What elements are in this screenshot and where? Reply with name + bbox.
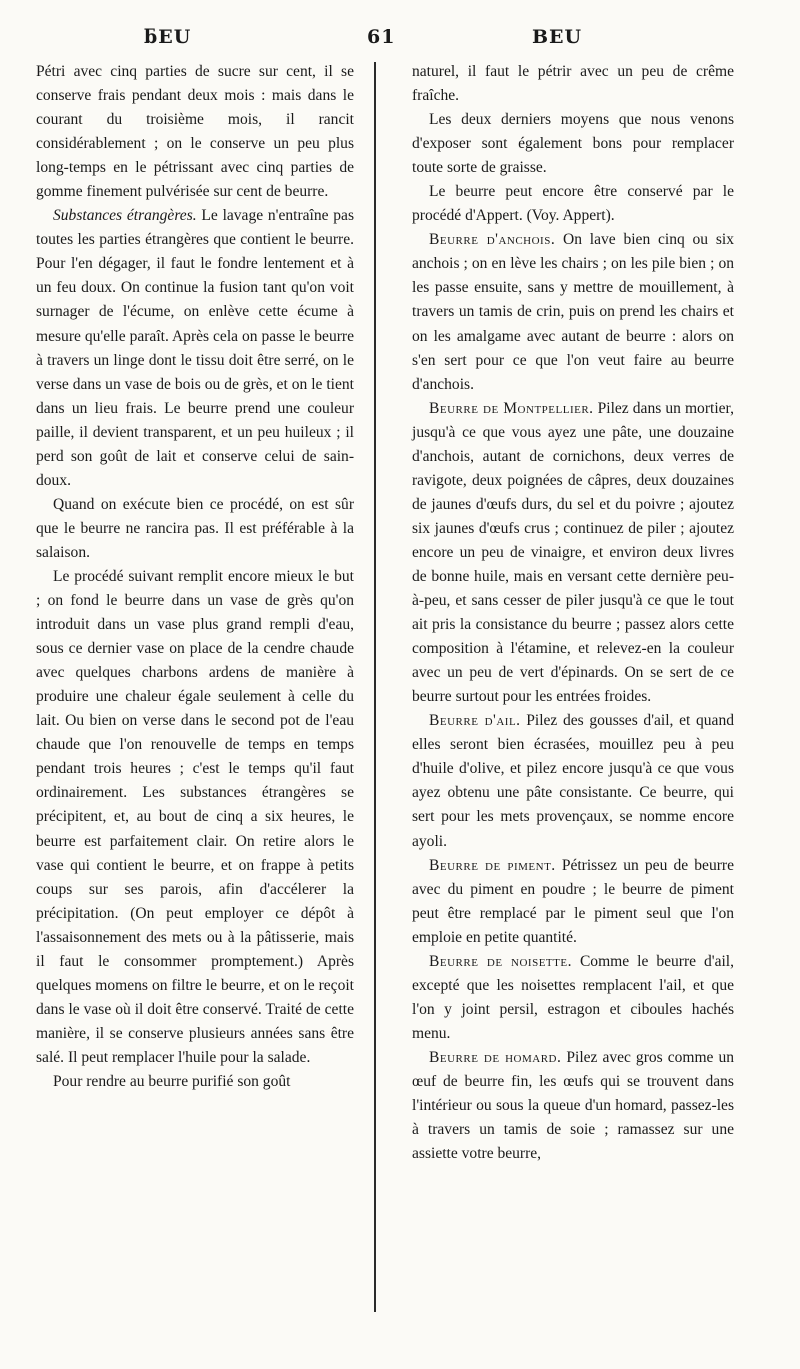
paragraph (412, 709, 734, 853)
paragraph (412, 228, 734, 396)
paragraph-text: Le lavage n'entraîne pas toutes les parties étrangères que contient le beurre. Pour l'en dégager, il faut le fondre lentement et à un feu doux. On continue la fusion tant qu'on voit surnager de l'écume, on enlève cette écume à mesure qu'elle paraît. Après cela on passe le beurre à travers un linge dont le tissu doit être serré, on le verse dans un vase de bois ou de grès, et on le tient dans un lieu frais. Le beurre prend une couleur paille, il devient transparent, et un peu huileux ; il perd son goût de lait et conserve celui de sain-doux. (36, 207, 355, 489)
paragraph-text: Pour rendre au beurre purifié son goût (53, 1072, 291, 1090)
paragraph (412, 854, 734, 950)
paragraph (36, 60, 354, 204)
paragraph-text: Comme le beurre d'ail, excepté que les noisettes remplacent l'ail, et que l'on y joint persil, estragon et ciboules hachés menu. (412, 952, 735, 1042)
header-left-word: ƃEU (144, 26, 192, 48)
paragraph (412, 60, 734, 108)
paragraph-text: Pilez des gousses d'ail, et quand elles seront bien écrasées, mouillez peu à peu d'huile d'olive, et pilez encore jusqu'à ce que vous ayez obtenu une pâte consistante. Ce beurre, qui sert pour les mets provençaux, se nomme encore ayoli. (412, 712, 734, 850)
paragraph-text: Pilez dans un mortier, jusqu'à ce que vous ayez une pâte, une douzaine d'anchois, autant de cornichons, deux verres de ravigote, deux poignées de câpres, deux douzaines de jaunes d'œufs durs, du sel et du poivre ; ajoutez six jaunes d'œufs crus ; continuez de piler ; ajoutez encore un peu de vinaigre, et environ deux livres de bonne huile, mais en versant cette dernière peu-à-peu, et sans cesser de piler jusqu'à ce que le tout ait pris la consistance du beurre ; passez alors cette composition à l'étamine, et relevez-en la couleur avec un peu de vert d'épinards. On se sert de ce beurre surtout pour les entrées froides. (412, 399, 734, 706)
paragraph-text: Quand on exécute bien ce procédé, on est sûr que le beurre ne rancira pas. Il est préférable à la salaison. (36, 495, 354, 561)
paragraph (412, 108, 734, 180)
entry-heading: Beurre de noisette. (429, 952, 572, 970)
entry-heading: Beurre de Montpellier. (429, 399, 594, 417)
paragraph-text: Les deux derniers moyens que nous venons d'exposer sont également bons pour remplacer toute sorte de graisse. (412, 111, 734, 177)
paragraph-text: Pétrissez un peu de beurre avec du piment en poudre ; le beurre de piment peut être remplacé par le piment seul que l'on emploie en petite quantité. (412, 856, 734, 946)
paragraph (412, 397, 734, 710)
paragraph (412, 950, 734, 1046)
entry-heading: Beurre d'ail. (429, 712, 521, 730)
entry-heading: Beurre de homard. (429, 1048, 562, 1066)
paragraph-text: Pilez avec gros comme un œuf de beurre fin, les œufs qui se trouvent dans l'intérieur ou sous la queue d'un homard, passez-les à travers un tamis de soie ; ramassez sur une assiette votre beurre, (412, 1048, 734, 1163)
paragraph-text: Le beurre peut encore être conservé par le procédé d'Appert. (Voy. Appert). (412, 183, 734, 225)
page-number: 61 (367, 26, 396, 48)
paragraph-text: Le procédé suivant remplit encore mieux le but ; on fond le beurre dans un vase de grès qu'on introduit dans un vase plus grand rempli d'eau, sous ce dernier vase on place de la cendre chaude avec quelques charbons ardens de manière à produire une chaleur égale seulement à celle du lait. Ou bien on verse dans le second pot de l'eau chaude que l'on renouvelle de temps en temps pendant trois heures ; c'est le temps qu'il faut ordinairement. Les substances étrangères se précipitent, et, au bout de cinq a six heures, le beurre est parfaitement clair. On retire alors le vase qui contient le beurre, et on frappe à petits coups sur ses parois, afin d'accélerer la précipitation. (On peut employer ce dépôt à l'assaisonnement des mets ou à la pâtisserie, mais il faut le consommer promptement.) Après quelques momens on filtre le beurre, et on le reçoit dans le vase où il doit être conservé. Traité de cette manière, il se conserve plusieurs années sans être salé. Il peut remplacer l'huile pour la salade. (36, 567, 354, 1066)
paragraph-text: naturel, il faut le pétrir avec un peu de crême fraîche. (412, 63, 734, 105)
paragraph-text: Pétri avec cinq parties de sucre sur cent, il se conserve frais pendant deux mois : mais dans le courant du troisième mois, il rancit considérablement ; on le conserve un peu plus long-temps en le pétrissant avec cinq parties de gomme finement pulvérisée sur cent de beurre. (36, 63, 354, 201)
header-right-word: BEU (532, 26, 583, 48)
paragraph (36, 565, 354, 1070)
running-header (36, 26, 776, 56)
paragraph (36, 493, 354, 565)
entry-heading: Substances étrangères. (53, 207, 197, 225)
paragraph (412, 1046, 734, 1166)
paragraph (36, 204, 354, 493)
paragraph (412, 180, 734, 228)
entry-heading: Beurre d'anchois. (429, 231, 556, 249)
left-column (36, 60, 354, 1094)
paragraph (36, 1070, 354, 1094)
paragraph-text: On lave bien cinq ou six anchois ; on en lève les chairs ; on les pile bien ; on les passe ensuite, sans y mettre de mouillement, à travers un tamis de crin, puis on prend les chairs et on les amalgame avec autant de beurre : alors on s'en sert pour ce que l'on veut faire au beurre d'anchois. (412, 231, 734, 393)
column-divider (374, 62, 376, 1312)
right-column (412, 60, 734, 1166)
entry-heading: Beurre de piment. (429, 856, 556, 874)
